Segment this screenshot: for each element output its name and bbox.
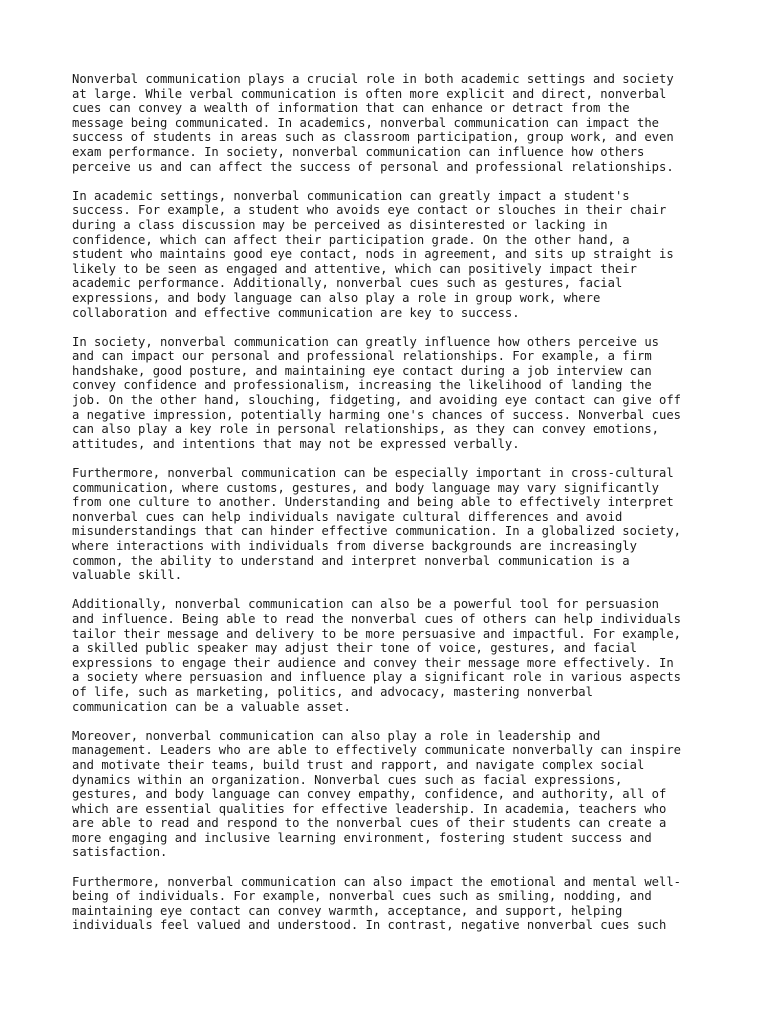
- paragraph-7: Furthermore, nonverbal communication can also impact the emotional and mental well- being of individuals. For example, nonverbal cues such as smiling, nodding, and maintaining eye contact can convey warmth, acceptance, and support, helping individuals feel valued and understood. In contrast, negative nonverbal cues such: [72, 874, 682, 933]
- paragraph-3: In society, nonverbal communication can greatly influence how others perceive us and can impact our personal and professional relationships. For example, a firm handshake, good posture, and maintaining eye contact during a job interview can convey confidence and professionalism, increasing the likelihood of landing the job. On the other hand, slouching, fidgeting, and avoiding eye contact can give off a negative impression, potentially harming one's chances of success. Nonverbal cues can also play a key role in personal relationships, as they can convey emotions, attitudes, and intentions that may not be expressed verbally.: [72, 334, 682, 451]
- paragraph-2: In academic settings, nonverbal communication can greatly impact a student's success. For example, a student who avoids eye contact or slouches in their chair during a class discussion may be perceived as disinterested or lacking in confidence, which can affect their participation grade. On the other hand, a student who maintains good eye contact, nods in agreement, and sits up straight is likely to be seen as engaged and attentive, which can positively impact their academic performance. Additionally, nonverbal cues such as gestures, facial expressions, and body language can also play a role in group work, where collaboration and effective communication are key to success.: [72, 188, 674, 320]
- paragraph-6: Moreover, nonverbal communication can also play a role in leadership and management. Leaders who are able to effectively communicate nonverbally can inspire and motivate their teams, build trust and rapport, and navigate complex social dynamics within an organization. Nonverbal cues such as facial expressions, gestures, and body language can convey empathy, confidence, and authority, all of which are essential qualities for effective leadership. In academia, teachers who are able to read and respond to the nonverbal cues of their students can create a more engaging and inclusive learning environment, fostering student success and satisfaction.: [72, 728, 682, 860]
- document-page: [72, 72, 712, 948]
- paragraph-1: Nonverbal communication plays a crucial role in both academic settings and society at large. While verbal communication is often more explicit and direct, nonverbal cues can convey a wealth of information that can enhance or detract from the message being communicated. In academics, nonverbal communication can impact the success of students in areas such as classroom participation, group work, and even exam performance. In society, nonverbal communication can influence how others perceive us and can affect the success of personal and professional relationships.: [72, 72, 674, 174]
- paragraph-4: Furthermore, nonverbal communication can be especially important in cross-cultural communication, where customs, gestures, and body language may vary significantly from one culture to another. Understanding and being able to effectively interpret nonverbal cues can help individuals navigate cultural differences and avoid misunderstandings that can hinder effective communication. In a globalized society, where interactions with individuals from diverse backgrounds are increasingly common, the ability to understand and interpret nonverbal communication is a valuable skill.: [72, 466, 682, 583]
- paragraph-5: Additionally, nonverbal communication can also be a powerful tool for persuasion and influence. Being able to read the nonverbal cues of others can help individuals tailor their message and delivery to be more persuasive and impactful. For example, a skilled public speaker may adjust their tone of voice, gestures, and facial expressions to engage their audience and convey their message more effectively. In a society where persuasion and influence play a significant role in various aspects of life, such as marketing, politics, and advocacy, mastering nonverbal communication can be a valuable asset.: [72, 597, 682, 714]
